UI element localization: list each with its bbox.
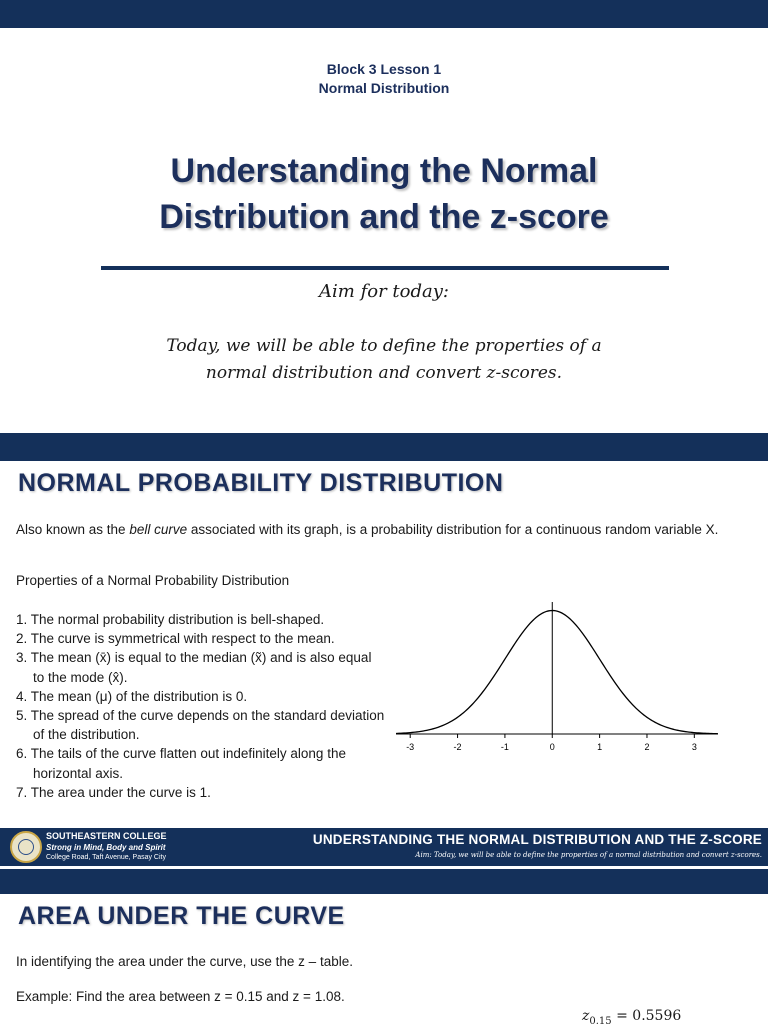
footer-aim: Aim: Today, we will be able to define the properties of a normal distribution and convert z-scores. [415, 851, 762, 859]
section-heading-area-under-curve: AREA UNDER THE CURVE [18, 902, 345, 930]
z-subscript: 0.15 [589, 1015, 612, 1024]
block-lesson-label: Block 3 Lesson 1 [326, 61, 442, 77]
property-item: 3. The mean (x̄) is equal to the median (x̃) and is also equal to the mode (x̂). [16, 650, 372, 685]
bell-curve-line [396, 611, 718, 734]
slide3-header-band [0, 869, 768, 894]
properties-list [16, 610, 386, 802]
slide-title-line-2: Distribution and the z-score [159, 198, 609, 236]
z-symbol: z [582, 1008, 590, 1024]
intro-text-after: associated with its graph, is a probability distribution for a continuous random variable X. [187, 522, 719, 537]
topic-label: Normal Distribution [318, 80, 450, 96]
example-text: Example: Find the area between z = 0.15 and z = 1.08. [16, 989, 345, 1004]
college-address: College Road, Taft Avenue, Pasay City [46, 854, 166, 861]
property-item: 7. The area under the curve is 1. [16, 784, 211, 800]
property-item: 1. The normal probability distribution is bell-shaped. [16, 612, 325, 627]
college-seal-icon [10, 831, 42, 863]
x-ticks [406, 734, 697, 752]
footer-title: UNDERSTANDING THE NORMAL DISTRIBUTION AND THE Z-SCORE [312, 832, 762, 847]
bell-curve-chart [392, 598, 722, 758]
intro-paragraph [16, 520, 756, 540]
college-name: SOUTHEASTERN COLLEGE [46, 831, 167, 841]
section-heading-normal-probability: NORMAL PROBABILITY DISTRIBUTION [18, 469, 504, 497]
x-tick-label: -3 [406, 742, 415, 752]
property-item: 5. The spread of the curve depends on the standard deviation of the distribution. [16, 708, 385, 743]
top-header-bar [0, 0, 768, 28]
aim-label: Aim for today: [319, 281, 449, 302]
aim-text: Today, we will be able to define the properties of a normal distribution and convert z-scores. [166, 336, 602, 383]
x-tick-label: 3 [691, 742, 697, 752]
z-area-value: = 0.5596 [611, 1008, 682, 1024]
slide-title-line-1: Understanding the Normal [170, 152, 598, 190]
slide-title [0, 148, 768, 240]
top-header-gap [0, 28, 768, 38]
x-tick-label: 1 [597, 742, 603, 752]
title-divider [101, 266, 669, 270]
z-table-instruction: In identifying the area under the curve, use the z – table. [16, 954, 353, 969]
x-tick-label: -2 [453, 742, 462, 752]
x-tick-label: 2 [644, 742, 650, 752]
properties-title: Properties of a Normal Probability Distribution [16, 573, 290, 588]
x-tick-label: -1 [500, 742, 509, 752]
college-seal-ring [18, 839, 34, 855]
z-value-equation [582, 1008, 681, 1024]
intro-text-before: Also known as the [16, 522, 130, 537]
property-item: 4. The mean (μ) of the distribution is 0. [16, 688, 248, 704]
x-tick-label: 0 [549, 742, 555, 752]
slide2-header-band [0, 433, 768, 461]
property-item: 2. The curve is symmetrical with respect to the mean. [16, 631, 335, 647]
intro-text-italic: bell curve [129, 522, 188, 537]
property-item: 6. The tails of the curve flatten out indefinitely along the horizontal axis. [16, 746, 346, 781]
footer-bar [0, 828, 768, 866]
college-motto: Strong in Mind, Body and Spirit [46, 843, 166, 852]
